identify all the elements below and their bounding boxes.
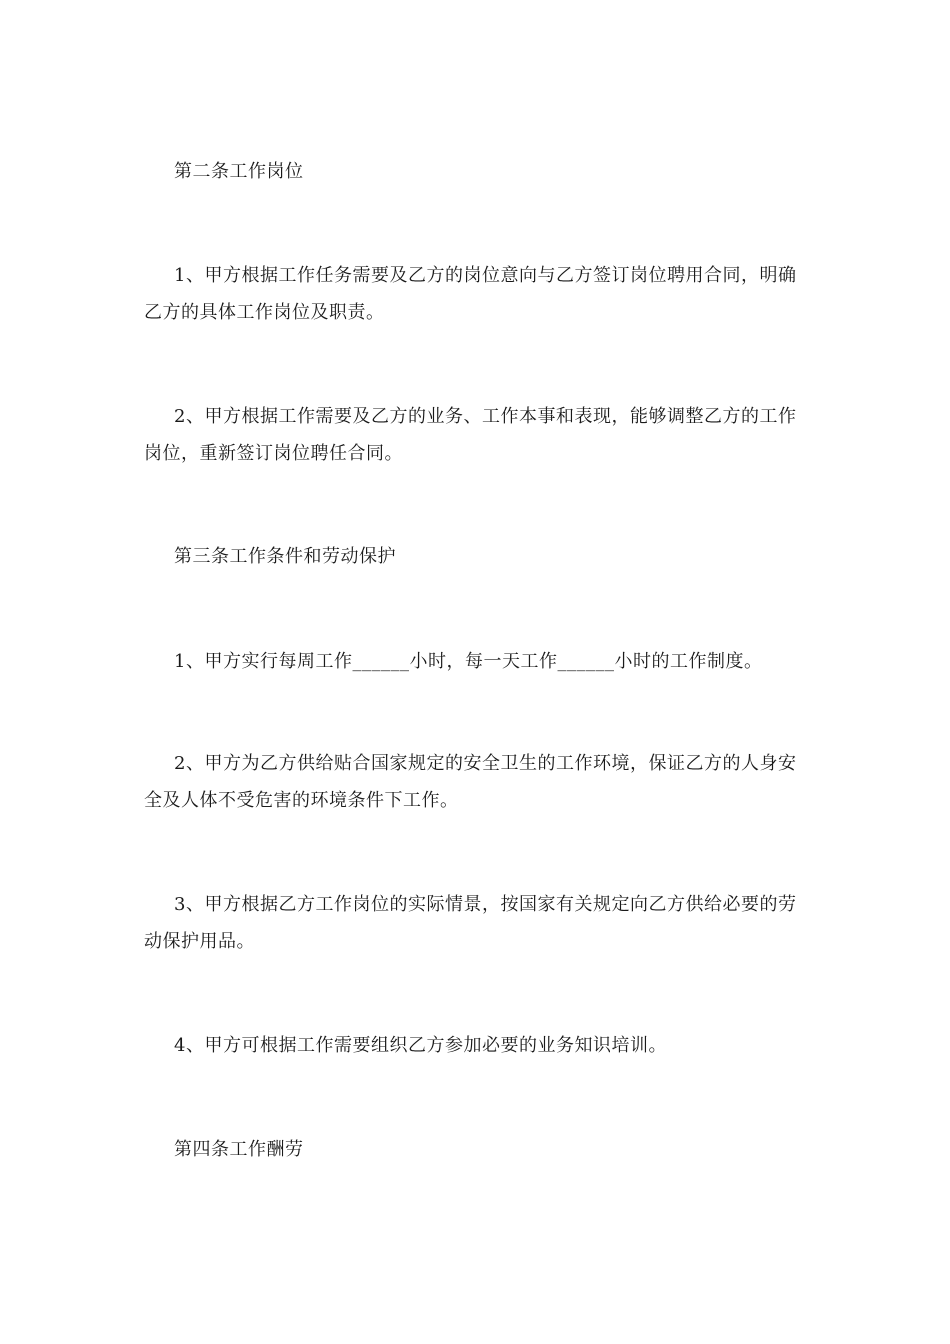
paragraph-article-3-item-1: 1、甲方实行每周工作______小时，每一天工作______小时的工作制度。 xyxy=(174,651,763,672)
section-heading-article-4: 第四条工作酬劳 xyxy=(174,1139,304,1160)
section-heading-article-2: 第二条工作岗位 xyxy=(174,161,304,182)
paragraph-article-2-item-2: 2、甲方根据工作需要及乙方的业务、工作本事和表现，能够调整乙方的工作岗位，重新签订岗位聘任合同。 xyxy=(144,406,797,464)
paragraph-article-3-item-4: 4、甲方可根据工作需要组织乙方参加必要的业务知识培训。 xyxy=(174,1035,667,1056)
paragraph-article-3-item-3: 3、甲方根据乙方工作岗位的实际情景，按国家有关规定向乙方供给必要的劳动保护用品。 xyxy=(144,894,797,952)
section-heading-article-3: 第三条工作条件和劳动保护 xyxy=(174,546,396,567)
paragraph-article-2-item-1: 1、甲方根据工作任务需要及乙方的岗位意向与乙方签订岗位聘用合同，明确乙方的具体工作岗位及职责。 xyxy=(144,265,797,323)
paragraph-article-3-item-2: 2、甲方为乙方供给贴合国家规定的安全卫生的工作环境，保证乙方的人身安全及人体不受危害的环境条件下工作。 xyxy=(144,753,797,811)
